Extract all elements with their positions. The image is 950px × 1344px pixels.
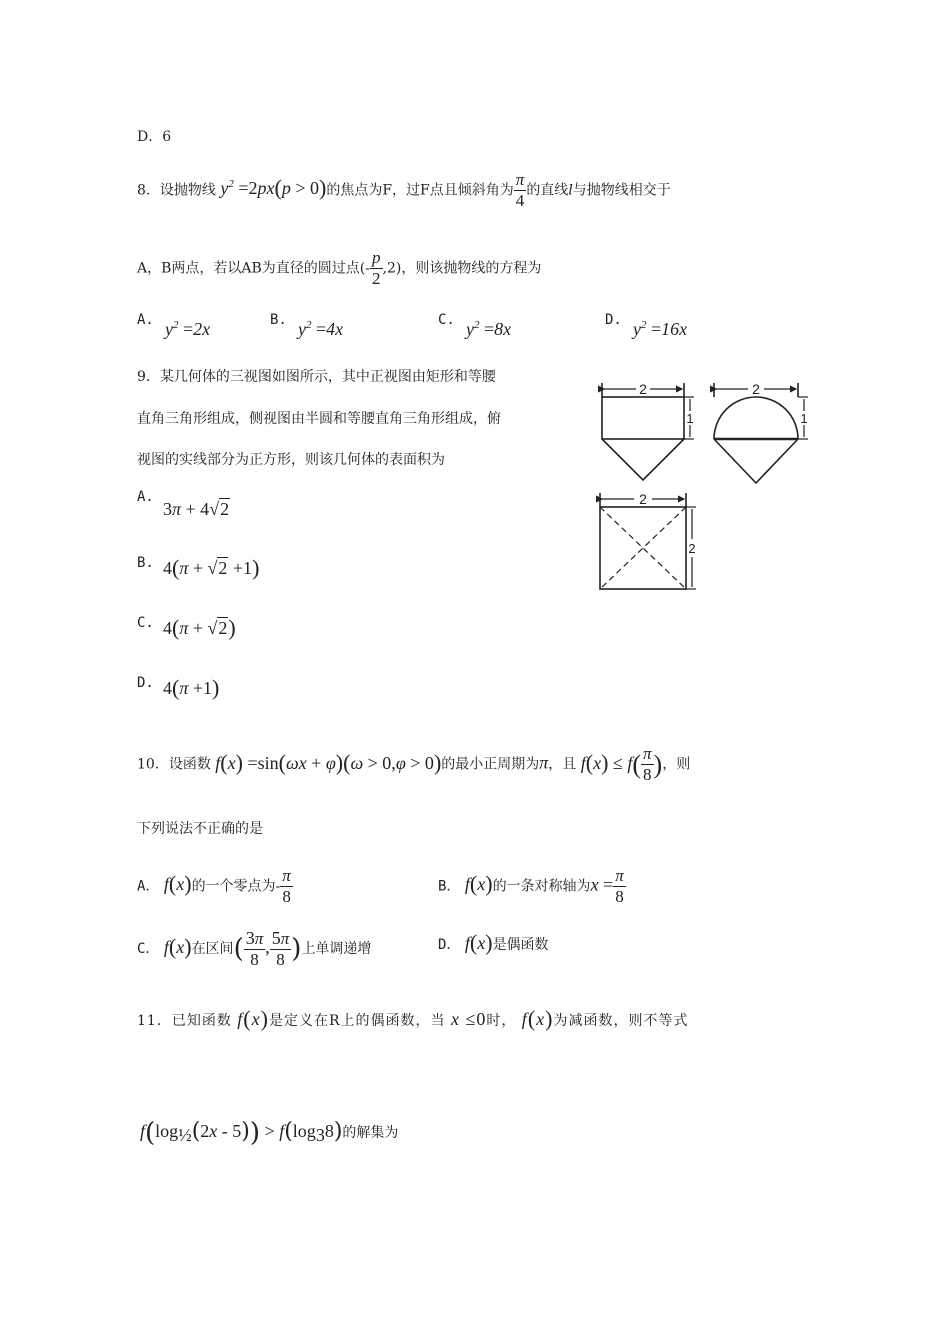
front-view [602, 383, 694, 480]
q10-option-b: B． f(x)的一条对称轴为x = $\frac{\pi}{8}$ [438, 866, 624, 906]
q8-line2 [137, 248, 541, 289]
q8-text-a: 设抛物线 [159, 182, 216, 199]
top-view [600, 493, 696, 589]
q9-option-d-label: D. [137, 675, 154, 691]
q10-text-c: ，且 [548, 756, 577, 773]
q8-option-a-expr: $y^2 =2x$ [165, 319, 211, 339]
q8-text-c: 的直线 [526, 182, 569, 199]
q8-angle-frac: $\frac{\pi}{4}$ [515, 170, 525, 210]
q11-tail: 的解集为 [342, 1125, 399, 1141]
q11-number: 11．已知函数 [137, 1013, 232, 1029]
q8-line2-a: A，B两点，若以AB为直径的圆过点(- [137, 260, 370, 277]
q9-line2: 直角三角形组成，侧视图由半圆和等腰直角三角形组成，俯 [137, 411, 501, 427]
q9-option-d-expr: 4(π +1) [163, 675, 220, 700]
q9-option-a-label: A. [137, 489, 154, 505]
side-width-label: 2 [752, 381, 760, 397]
front-width-label: 2 [639, 381, 647, 397]
front-height-label: 1 [686, 411, 694, 426]
q8-option-a-label: A. [137, 312, 154, 328]
q11-line1: 11．已知函数 f(x)是定义在R上的偶函数，当 x ≤0时， f(x)为减函数，则不等式 [137, 1006, 689, 1031]
q10-period: π [539, 752, 549, 773]
q9-option-c-label: C. [137, 615, 154, 631]
q8-option-c-expr: $y^2 =8x$ [466, 319, 512, 339]
q8-text-b: 的焦点为F，过F点且倾斜角为 [326, 182, 514, 199]
q10-option-d: D． f(x)是偶函数 [438, 930, 549, 955]
q11-inequality: $f(\log_{\frac{1}{2}}(2x - 5)) > f(\log_38)$的解集为 [140, 1118, 399, 1148]
q10-option-c: C． f(x)在区间( $\frac{3\pi}{8}$ , $\frac{5\pi}{8}$ )上单调递增 [137, 928, 372, 969]
q8-option-d-label: D. [605, 312, 622, 328]
q9-option-c-expr: 4(π + √2) [163, 615, 236, 640]
q8-text-d: 与抛物线相交于 [572, 182, 671, 199]
q11-text-b: 是定义在R上的偶函数，当 [268, 1013, 446, 1029]
q8-point-frac: $\frac{p}{2}$ [372, 248, 381, 288]
q10-option-a: A． f(x)的一个零点为- $\frac{\pi}{8}$ [137, 866, 291, 906]
q11-text-d: 为减函数，则不等式 [553, 1013, 689, 1029]
q8-line1 [137, 170, 671, 211]
q9-option-b-expr: 4(π + √2 +1) [163, 555, 260, 580]
top-depth-label: 2 [688, 541, 696, 556]
q10-text-d: ，则 [662, 756, 691, 773]
q8-line-name: l [568, 182, 573, 199]
q10-function-def: f(x) =sin(ωx + φ)(ω > 0,φ > 0) [215, 749, 442, 775]
q8-parabola-expr: $y^2 =2px(p > 0)$ [220, 175, 327, 201]
q9-line1: 9．某几何体的三视图如图所示，其中正视图由矩形和等腰 [137, 369, 496, 385]
q11-text-c: 时， [486, 1013, 517, 1029]
q10-line1 [137, 744, 690, 785]
q10-text-b: 的最小正周期为 [441, 756, 540, 773]
q10-inequality: f(x) ≤ f( $\frac{\pi}{8}$ ) [580, 744, 663, 784]
q9-option-a-expr: 3π + 4√2 [163, 499, 230, 519]
q10-number: 10．设函数 [137, 756, 211, 773]
q8-number: 8． [137, 182, 160, 199]
top-width-label: 2 [639, 491, 647, 507]
side-view [714, 383, 808, 483]
q8-option-d-expr: $y^2 =16x$ [633, 319, 688, 339]
q8-option-c-label: C. [438, 312, 455, 328]
q9-line3: 视图的实线部分为正方形，则该几何体的表面积为 [137, 452, 445, 468]
q8-option-b-label: B. [270, 312, 287, 328]
q9-three-view-figure [590, 375, 830, 595]
q7-option-d: D．6 [137, 129, 172, 145]
q8-option-b-expr: $y^2 =4x$ [298, 319, 344, 339]
q8-line2-b: ,2)，则该抛物线的方程为 [382, 260, 542, 277]
side-height-label: 1 [800, 411, 808, 426]
q9-option-b-label: B. [137, 555, 154, 571]
q10-line2: 下列说法不正确的是 [137, 821, 263, 837]
